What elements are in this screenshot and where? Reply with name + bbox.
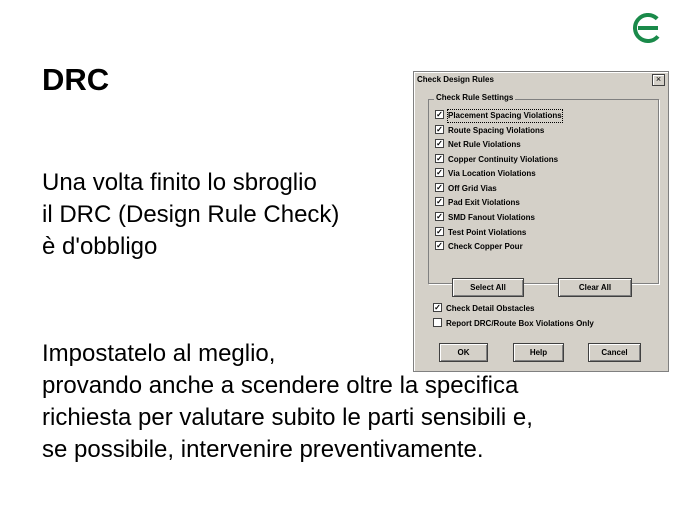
checkbox[interactable]: ✓: [436, 227, 443, 237]
advice-line: provando anche a scendere oltre la specifica: [42, 372, 519, 399]
rule-placement-spacing[interactable]: [435, 110, 562, 122]
rule-label: Test Point Violations: [448, 228, 527, 237]
intro-paragraph: [42, 167, 339, 263]
rule-label: Route Spacing Violations: [448, 126, 545, 135]
checkbox[interactable]: ✓: [436, 154, 443, 164]
checkbox[interactable]: ✓: [436, 139, 443, 149]
checkbox[interactable]: ✓: [436, 197, 443, 207]
rule-label: Copper Continuity Violations: [448, 155, 559, 164]
checkbox[interactable]: ✓: [434, 303, 441, 313]
close-icon[interactable]: ×: [652, 74, 665, 86]
option-label: Check Detail Obstacles: [446, 304, 535, 313]
option-label: Report DRC/Route Box Violations Only: [446, 319, 594, 328]
rule-copper-continuity[interactable]: [435, 154, 558, 166]
checkbox[interactable]: [433, 318, 442, 327]
e-logo-icon: [633, 13, 663, 43]
rule-route-spacing[interactable]: [435, 125, 544, 137]
rule-label: Placement Spacing Violations: [448, 111, 562, 120]
checkbox[interactable]: ✓: [436, 241, 443, 251]
advice-line: Impostatelo al meglio,: [42, 340, 276, 367]
checkbox[interactable]: ✓: [436, 125, 443, 135]
select-all-button[interactable]: Select All: [452, 278, 524, 297]
checkbox[interactable]: ✓: [436, 168, 443, 178]
rule-label: SMD Fanout Violations: [448, 213, 535, 222]
checkbox[interactable]: ✓: [436, 110, 443, 120]
dialog-titlebar[interactable]: [415, 73, 667, 86]
advice-line: richiesta per valutare subito le parti sensibili e,: [42, 404, 533, 431]
rule-off-grid-vias[interactable]: [435, 183, 497, 195]
rule-net-rule[interactable]: [435, 139, 521, 151]
rule-copper-pour[interactable]: [435, 241, 523, 253]
intro-line: Una volta finito lo sbroglio: [42, 169, 317, 196]
rule-label: Pad Exit Violations: [448, 198, 520, 207]
slide-title: DRC: [42, 62, 110, 97]
option-check-detail-obstacles[interactable]: [433, 303, 534, 315]
checkbox[interactable]: ✓: [436, 212, 443, 222]
intro-line: il DRC (Design Rule Check): [42, 201, 340, 228]
help-button[interactable]: Help: [513, 343, 564, 362]
rule-via-location[interactable]: [435, 168, 536, 180]
group-label: Check Rule Settings: [436, 93, 514, 102]
rule-test-point[interactable]: [435, 227, 526, 239]
checkbox[interactable]: ✓: [436, 183, 443, 193]
advice-line: se possibile, intervenire preventivamente.: [42, 436, 484, 463]
rule-smd-fanout[interactable]: [435, 212, 535, 224]
cancel-button[interactable]: Cancel: [588, 343, 641, 362]
rule-pad-exit[interactable]: [435, 197, 520, 209]
check-design-rules-dialog: [413, 71, 669, 372]
rule-label: Check Copper Pour: [448, 242, 523, 251]
ok-button[interactable]: OK: [439, 343, 488, 362]
rule-label: Via Location Violations: [448, 169, 536, 178]
rule-label: Net Rule Violations: [448, 140, 521, 149]
clear-all-button[interactable]: Clear All: [558, 278, 632, 297]
dialog-title: Check Design Rules: [417, 75, 494, 84]
rule-label: Off Grid Vias: [448, 184, 497, 193]
option-report-route-box-only[interactable]: [433, 318, 594, 330]
intro-line: è d'obbligo: [42, 233, 158, 260]
